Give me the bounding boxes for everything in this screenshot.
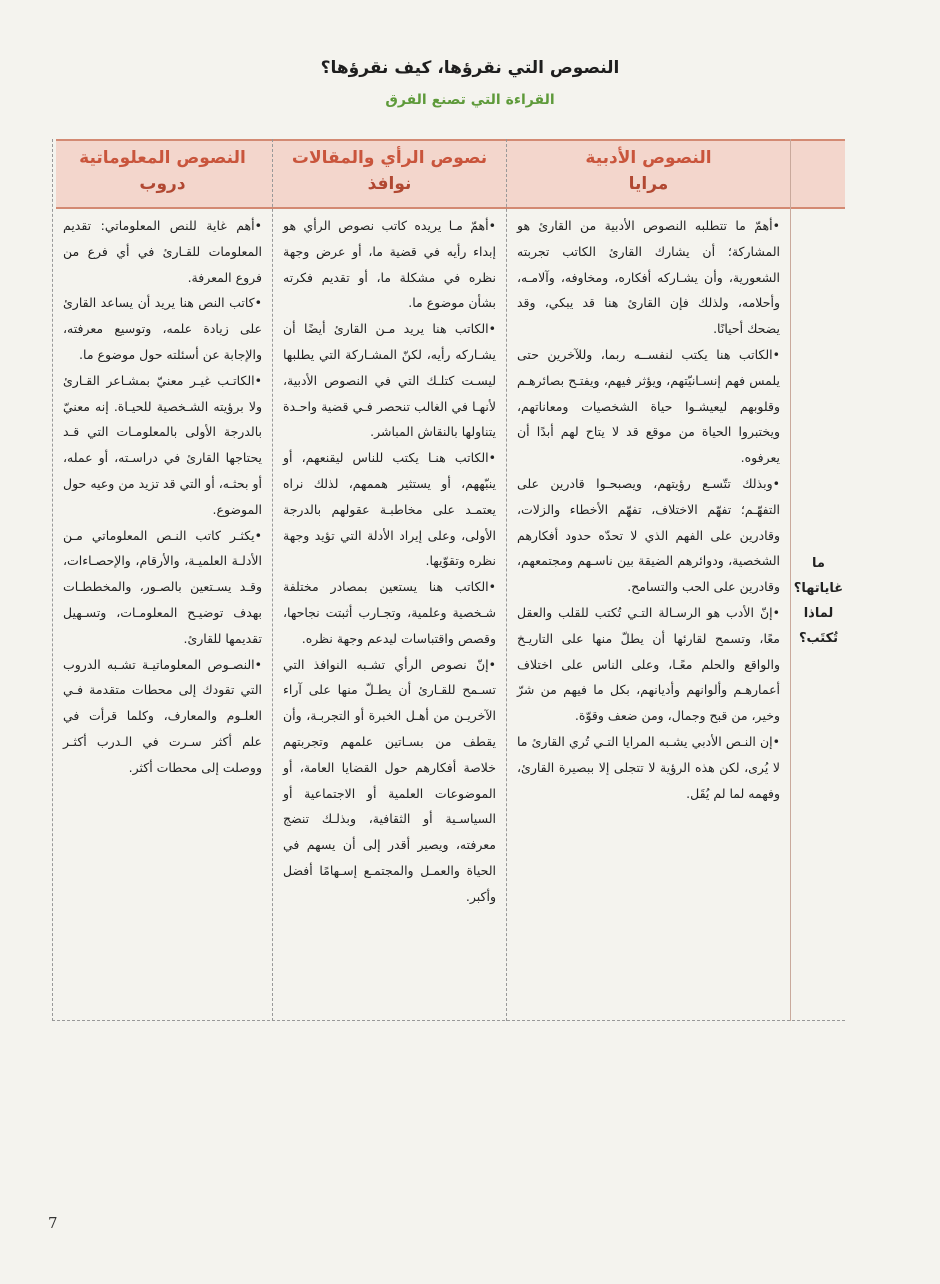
column-opinion-body: [273, 205, 506, 910]
column-literary-title: النصوص الأدبية: [585, 148, 712, 168]
paragraph: •أهمّ ما تتطلبه النصوص الأدبية من القارئ هو المشاركة؛ أن يشارك القارئ الكاتب تجربته الشعورية، وأن يشـاركه أفكاره، ومخاوفه، وآلامـه، وأحلامه، ولذلك فإن القارئ هنا قد يبكي، وقد يضحك أحيانًا.: [517, 218, 780, 337]
paragraph: •يكثـر كاتب النـص المعلوماتي مـن الأدلـة العلميـة، والأرقام، والإحصـاءات، وقـد يسـتعين بالصـور، والمخططـات بهدف توضيـح المعلومـات، وتسـهيل تقديمها للقارئ.: [63, 527, 262, 646]
paragraph: •إن النـص الأدبي يشـبه المرايا التـي تُري القارئ ما لا يُرى، لكن هذه الرؤية لا تتجلى إلا ببصيرة القارئ، وفهمه لما لم يُقَل.: [517, 733, 780, 801]
column-literary-body: [507, 205, 790, 806]
column-opinion-header: [273, 139, 506, 205]
page-subtitle: القراءة التي تصنع الفرق: [385, 92, 555, 108]
side-column: [790, 139, 845, 1021]
paragraph: •أهم غاية للنص المعلوماتي: تقديم المعلومات للقـارئ في أي فرع من فروع المعرفة.: [63, 218, 262, 285]
column-literary-subtitle: مرايا: [628, 174, 669, 194]
paragraph: •إنّ الأدب هو الرسـالة التـي تُكتب للقلب والعقل معًا، وتسمح لقارئها أن يطلّ منها على التاريـخ والواقع والحلم معًـا، وعلى الناس على اختلاف أعمارهـم وألوانهم وأديانهم، بكل ما فيهم من شرّ وخير، من قبح وجمال، ومن ضعف وقوّة.: [517, 604, 780, 724]
column-opinion: [272, 139, 506, 1021]
table-bottom-border: [52, 1020, 845, 1021]
paragraph: •كاتب النص هنا يريد أن يساعد القارئ على زيادة علمه، وتوسيع معرفته، والإجابة عن أسئلته حول موضوع ما.: [63, 295, 262, 362]
column-opinion-title: نصوص الرأي والمقالات: [291, 148, 488, 168]
column-literary-header: [507, 139, 790, 205]
column-informational: [52, 139, 272, 1021]
paragraph: •الكاتـب غيـر معنيّ بمشـاعر القـارئ ولا برؤيته الشـخصية للحيـاة. إنه معنيّ بالدرجة الأولى بالمعلومـات التي قـد يحتاجها القارئ في دراسـته، أو عمله، أو بحثـه، أو التي قد تزيد من وعيه حول الموضوع.: [63, 372, 262, 517]
paragraph: •إنّ نصوص الرأي تشـبه النوافذ التي تسـمح للقـارئ أن يطـلّ منها على آراء الآخريـن من أهـل الخبرة أو التجربـة، وأن يقطف من بسـاتين علمهم وتجربتهم خلاصة أفكارهم حول القضايا العامة، أو الموضوعات العلمية أو الاجتماعية أو السياسـية أو الثقافية، وبذلـك تنضج معرفته، ويصير أقدر إلى أن يسهم في الحياة والعمـل والمجتمـع إسـهامًا أفضل وأكبر.: [283, 656, 496, 904]
question-why: لماذا تُكتَب؟: [798, 606, 839, 646]
column-informational-header: [53, 139, 272, 205]
page-title: النصوص التي نقرؤها، كيف نقرؤها؟: [320, 58, 620, 78]
side-column-header: [791, 139, 845, 205]
column-literary: [506, 139, 790, 1021]
column-opinion-subtitle: نوافذ: [367, 174, 412, 194]
paragraph: •الكاتب هنا يستعين بمصادر مختلفة شـخصية وعلمية، وتجـارب أثبتت نجاحها، وقصص واقتباسات ليدعم وجهة نظره.: [283, 579, 496, 646]
paragraph: •أهمّ مـا يريده كاتب نصوص الرأي هو إبداء رأيه في قضية ما، أو عرض وجهة نظره في مشكلة ما، أو تقديم فكرته بشأن موضوع ما.: [283, 218, 496, 311]
question-goals: ما غاياتها؟: [793, 556, 844, 596]
side-questions: [791, 551, 846, 651]
paragraph: •الكاتب هنـا يكتب للناس ليقنعهم، أو ينبّههم، أو يستثير هممهم، لذلك نراه يعتمـد على مخاطبـة عقولهم بالدرجة الأولى، وعلى إيراد الأدلة التي تؤيد وجهة نظره وتقوّيها.: [283, 450, 496, 569]
paragraph: •الكاتب هنا يريد مـن القارئ أيضًا أن يشـاركه رأيه، لكنّ المشـاركة التي يطلبها ليسـت كتلـك التي في النصوص الأدبية، لأنهـا في الغالب تنحصر فـي قضية واحـدة يتناولها بالنقاش المباشر.: [283, 321, 496, 440]
column-informational-body: [53, 205, 272, 781]
column-informational-subtitle: دروب: [139, 174, 186, 194]
comparison-table: [52, 139, 845, 1021]
column-informational-title: النصوص المعلوماتية: [79, 148, 246, 168]
paragraph: •النصـوص المعلوماتيـة تشـبه الدروب التي تقودك إلى محطات متقدمة فـي العلـوم والمعارف، وكلما قرأت في علم أكثر سـرت في الـدرب أكثـر ووصلت إلى محطات أكثر.: [63, 656, 262, 775]
paragraph: •وبذلك تتّسـع رؤيتهم، ويصبحـوا قادرين على التفهّـم؛ تفهّم الاختلاف، تفهّم الأخطاء والزلات، وقادرين على الفهم الذي لا تحدّه حدود أفكارهم الشخصية، ودوائرهم الضيقة بين ناسـهم ومجتمعهم، وقادرين على الحب والتسامح.: [517, 475, 780, 595]
paragraph: •الكاتب هنا يكتب لنفســه ربما، وللآخرين حتى يلمس فهم إنسـانيّتهم، ويؤثر فيهم، ويفتـح بصائرهـم وقلوبهم ليعيشـوا حياة الشخصيات ومعاناتهم، ويختبروا الحياة من موقع قد لا يتاح لهم أبدًا أن يعرفوه.: [517, 346, 780, 466]
page-number: 7: [48, 1214, 58, 1232]
